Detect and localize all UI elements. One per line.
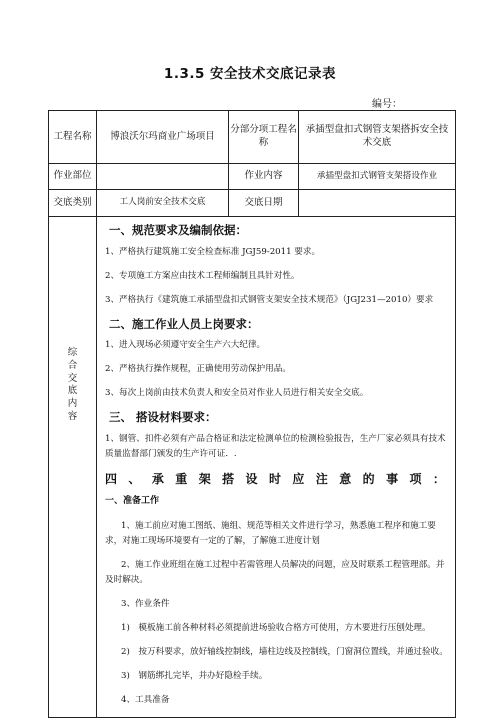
document-title: 1.3.5 安全技术交底记录表 — [163, 66, 337, 82]
section-2-title: 二、施工作业人员上岗要求： — [109, 316, 259, 331]
section-1-item: 1、严格执行建筑施工安全检查标准 JGJ59-2011 要求。 — [105, 246, 321, 257]
section-4-char: 应 — [292, 471, 305, 486]
disclosure-form-table — [48, 110, 456, 718]
dept-row — [49, 164, 456, 190]
side-char: 内 — [67, 398, 78, 410]
work-label: 作业内容 — [229, 164, 299, 190]
sub-project-label: 分部分项工程名称 — [229, 111, 299, 164]
section-4-char: 意 — [339, 471, 352, 486]
work-value: 承插型盘扣式钢管支架搭设作业 — [299, 164, 456, 190]
date-label: 交底日期 — [229, 190, 299, 217]
project-value: 博浪沃尔玛商业广场项目 — [97, 111, 229, 164]
side-label — [49, 217, 97, 718]
section-4-item: 2) 按万科要求，放好轴线控制线，墙柱边线及控制线，门窗洞位置线，并通过验收。 — [121, 647, 448, 658]
dept-label: 作业部位 — [49, 164, 97, 190]
section-4-char: 搭 — [222, 471, 235, 486]
type-row — [49, 190, 456, 217]
section-3-title: 三、 搭设材料要求： — [109, 410, 217, 425]
section-4-item: 4、工具准备 — [121, 695, 170, 706]
type-value: 工人岗前安全技术交底 — [97, 190, 229, 217]
sub-project-value: 承插型盘扣式钢管支架搭拆安全技术交底 — [299, 111, 456, 164]
section-2-item: 3、每次上岗前由技术负责人和安全员对作业人员进行相关安全交底。 — [105, 388, 369, 399]
section-4-char: 的 — [362, 471, 375, 486]
side-char: 合 — [67, 359, 78, 371]
side-char: 交 — [67, 372, 78, 384]
project-label: 工程名称 — [49, 111, 97, 164]
section-1-item: 3、严格执行《建筑施工承插型盘扣式钢管支架安全技术规范》（JGJ231—2010）要求 — [105, 294, 434, 305]
section-4-item: 1、施工前应对施工图纸、施组、规范等相关文件进行学习，熟悉施工程序和施工要求，对施工现场环境要有一定的了解，了解施工进度计划 — [105, 521, 436, 547]
serial-number-label: 编号： — [372, 99, 402, 110]
section-4-char: 、 — [128, 471, 141, 486]
section-1-item: 2、专项施工方案应由技术工程师编制且具针对性。 — [105, 270, 300, 281]
section-4-char: 承 — [151, 471, 164, 486]
dept-value — [97, 164, 229, 190]
section-4-item: 2、施工作业班组在施工过程中若需管理人员解决的问题，应及时联系工程管理部。并及时解决。 — [105, 560, 445, 586]
section-4-item: 1) 模板施工前各种材料必须提前进场验收合格方可使用，方木要进行压刨处理。 — [121, 623, 431, 634]
section-4-char: 事 — [386, 471, 399, 486]
section-4-title — [105, 471, 449, 487]
section-4-char: 注 — [315, 471, 328, 486]
section-4-char: 架 — [198, 471, 211, 486]
section-3-item: 1、钢管、扣件必须有产品合格证和法定检测单位的检测检验报告，生产厂家必须具有技术质量监督部门颁发的生产许可证．. — [105, 433, 446, 459]
section-4-char: 设 — [245, 471, 258, 486]
section-4-char: 项 — [409, 471, 422, 486]
section-4-item: 3) 钢筋绑扎完毕，并办好隐检手续。 — [121, 671, 268, 682]
side-char: 容 — [67, 411, 78, 423]
side-char: 综 — [67, 347, 78, 358]
section-1-title: 一、规范要求及编制依据： — [109, 223, 247, 237]
section-4-subtitle: 一、准备工作 — [105, 495, 160, 506]
date-value — [299, 190, 456, 217]
section-4-char: 重 — [175, 471, 188, 486]
side-char: 底 — [67, 385, 78, 397]
type-label: 交底类别 — [49, 190, 97, 217]
section-4-item: 3、作业条件 — [121, 599, 170, 610]
section-2-item: 1、进入现场必须遵守安全生产六大纪律。 — [105, 340, 266, 351]
section-2-item: 2、严格执行操作规程，正确使用劳动保护用品。 — [105, 364, 291, 375]
section-4-char: ： — [432, 471, 445, 486]
section-4-char: 时 — [268, 471, 281, 486]
section-4-char: 四 — [105, 471, 118, 486]
content-row — [49, 217, 456, 718]
disclosure-content — [97, 217, 456, 718]
project-row — [49, 111, 456, 164]
